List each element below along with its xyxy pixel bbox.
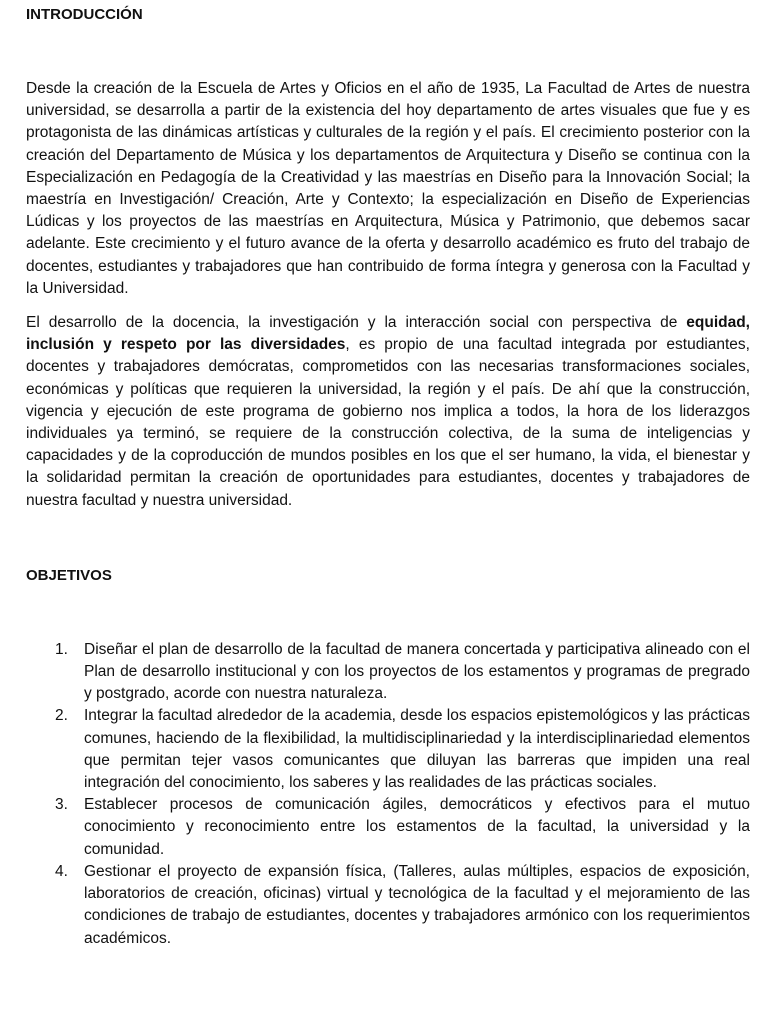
intro-paragraph-1: Desde la creación de la Escuela de Artes y Oficios en el año de 1935, La Facultad de Artes de nuestra universidad, se desarrolla a partir de la existencia del hoy departamento de artes visuales que fue y es protagonista de las dinámicas artísticas y culturales de la región y el país. El crecimiento posterior con la creación del Departamento de Música y los departamentos de Arquitectura y Diseño se continua con la Especialización en Pedagogía de la Creatividad y las maestrías en Diseño para la Innovación Social; la maestría en Investigación/ Creación, Arte y Contexto; la especialización en Diseño de Experiencias Lúdicas y los proyectos de las maestrías en Arquitectura, Música y Patrimonio, que debemos sacar adelante. Este crecimiento y el futuro avance de la oferta y desarrollo académico es fruto del trabajo de docentes, estudiantes y trabajadores que han contribuido de forma íntegra y generosa con la Facultad y la Universidad. — [26, 80, 750, 297]
document-page — [26, 0, 750, 950]
intro-paragraph-2 — [26, 312, 750, 512]
objective-item — [26, 794, 750, 861]
objective-item — [26, 705, 750, 794]
section-heading-objetivos: OBJETIVOS — [26, 566, 112, 584]
objective-number: 1. — [55, 640, 68, 658]
objectives-list — [26, 639, 750, 950]
intro-paragraph-2-emphasis: equidad, inclusión y respeto por las diversidades — [26, 314, 750, 354]
section-heading-introduccion: INTRODUCCIÓN — [26, 6, 143, 23]
objective-text: Gestionar el proyecto de expansión física, (Talleres, aulas múltiples, espacios de exposición, laboratorios de creación, oficinas) virtual y tecnológica de la facultad y el mejoramiento de las condiciones de trabajo de estudiantes, docentes y trabajadores armónico con los requerimientos académicos. — [84, 862, 750, 947]
intro-paragraph-2-start: El desarrollo de la docencia, la investigación y la interacción social con perspectiva de — [26, 314, 687, 332]
objective-item — [26, 861, 750, 950]
intro-paragraph-2-end: , es propio de una facultad integrada por estudiantes, docentes y trabajadores demócratas, comprometidos con las necesarias transformaciones sociales, económicas y políticas que requieren la universidad, la región y el país. De ahí que la construcción, vigencia y ejecución de este programa de gobierno nos implica a todos, la hora de los liderazgos individuales ya terminó, se requiere de la construcción colectiva, de la suma de inteligencias y capacidades y de la coproducción de mundos posibles en los que el ser humano, la vida, el bienestar y la solidaridad permitan la creación de oportunidades para estudiantes, docentes y trabajadores de nuestra facultad y nuestra universidad. — [26, 336, 750, 509]
objective-number: 2. — [55, 707, 68, 725]
objective-text: Establecer procesos de comunicación ágiles, democráticos y efectivos para el mutuo conocimiento y reconocimiento entre los estamentos de la facultad, la universidad y la comunidad. — [84, 796, 750, 858]
objective-number: 3. — [55, 796, 68, 814]
objective-item — [26, 639, 750, 706]
objective-text: Diseñar el plan de desarrollo de la facultad de manera concertada y participativa alineado con el Plan de desarrollo institucional y con los proyectos de los estamentos y programas de pregrado y postgrado, acorde con nuestra naturaleza. — [84, 640, 750, 703]
objective-number: 4. — [55, 862, 68, 880]
objective-text: Integrar la facultad alrededor de la academia, desde los espacios epistemológicos y las prácticas comunes, haciendo de la flexibilidad, la multidisciplinariedad y la interdisciplinariedad elementos que permitan tejer vasos comunicantes que diluyan las barreras que impiden una real integración del conocimiento, los saberes y las realidades de las prácticas sociales. — [84, 707, 751, 792]
